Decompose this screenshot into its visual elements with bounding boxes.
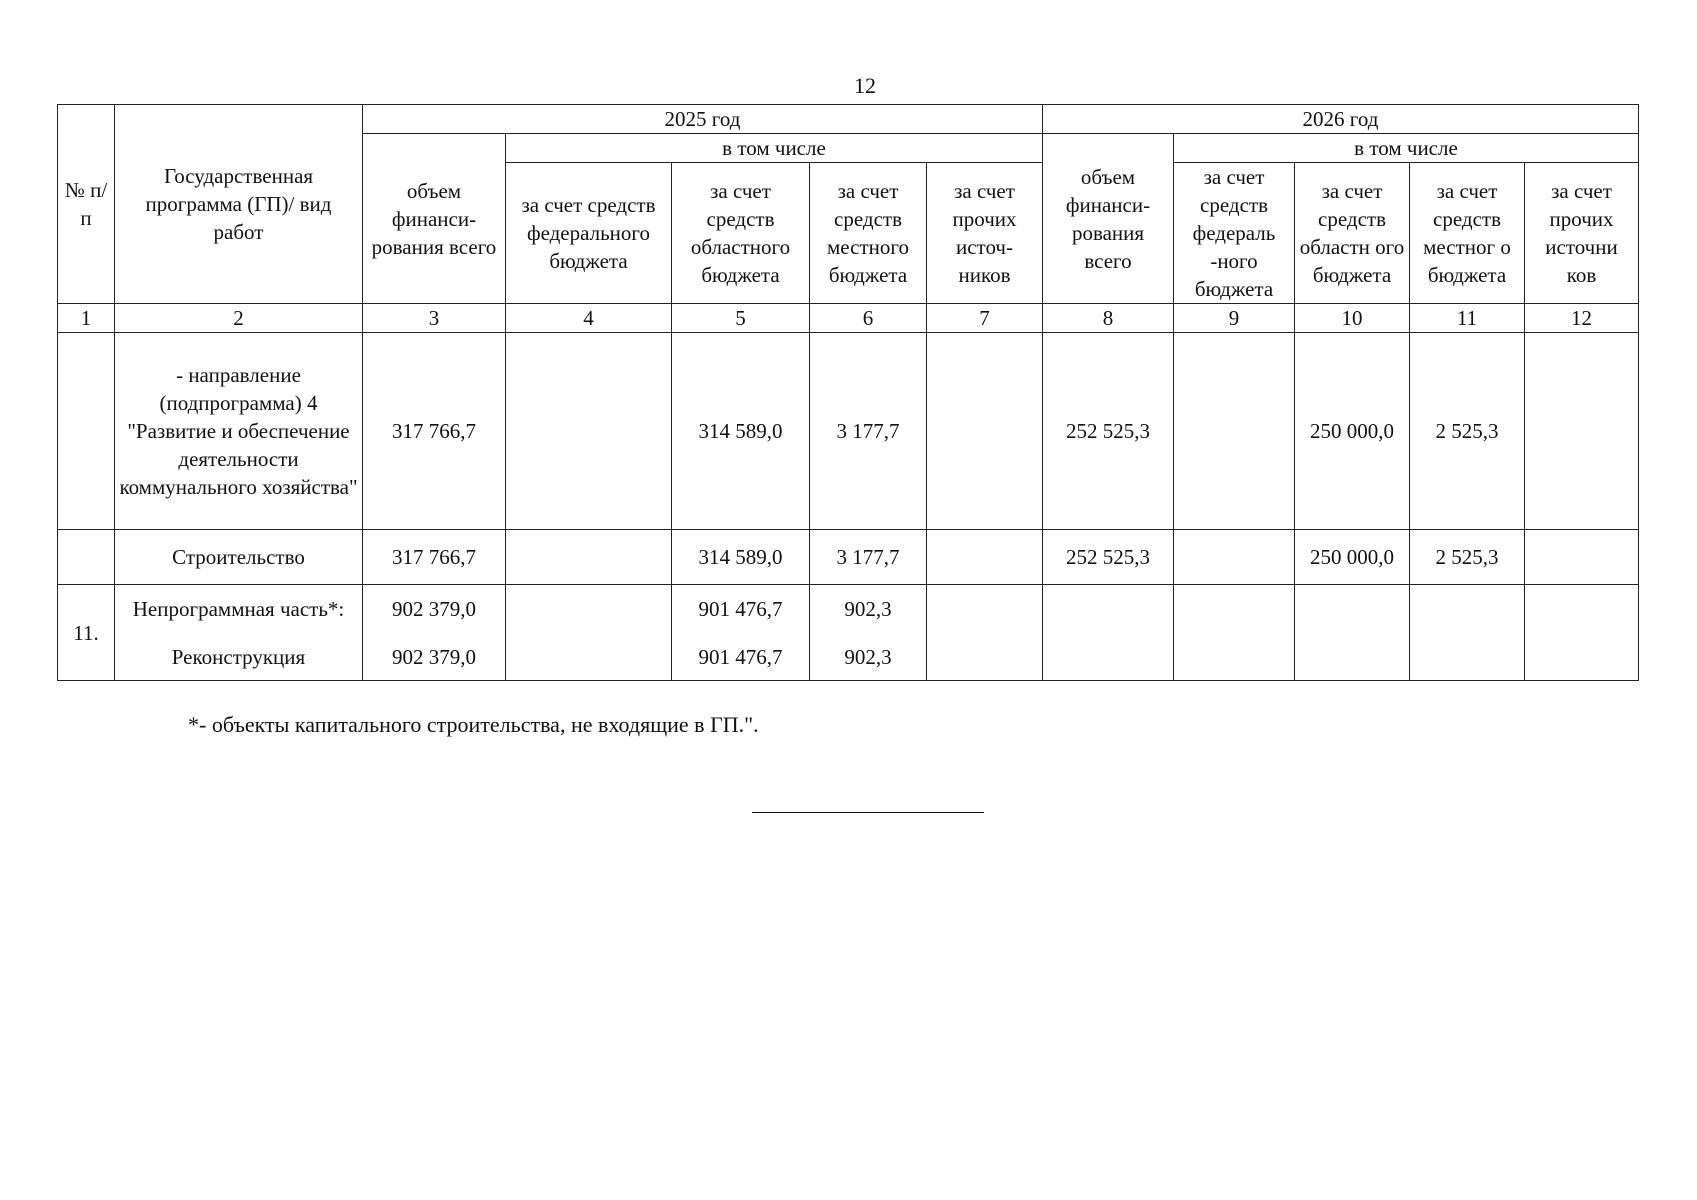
- row-name-cell: [115, 585, 363, 681]
- row-name: - направление (подпрограмма) 4 "Развитие и обеспечение деятельности коммунального хозяйства": [115, 333, 363, 530]
- cell-sub-value: 902,3: [844, 644, 892, 669]
- header-program: Государственная программа (ГП)/ вид работ: [115, 105, 363, 304]
- header-including-2025: в том числе: [506, 134, 1043, 163]
- table-row: [58, 333, 1639, 530]
- cell-regional-2025: [672, 585, 810, 681]
- column-number: 12: [1525, 304, 1639, 333]
- header-regional-2025: за счет средств областного бюджета: [672, 163, 810, 304]
- cell-total-2026: [1043, 585, 1174, 681]
- cell-other-2025: [927, 585, 1043, 681]
- footnote: *- объекты капитального строительства, не входящие в ГП.".: [188, 712, 759, 737]
- row-num: 11.: [58, 585, 115, 681]
- budget-table: [57, 104, 1639, 681]
- cell-local-2025: 3 177,7: [810, 530, 927, 585]
- header-federal-2026: за счет средств федераль -ного бюджета: [1174, 163, 1295, 304]
- header-local-2026: за счет средств местног о бюджета: [1410, 163, 1525, 304]
- column-number: 1: [58, 304, 115, 333]
- row-name: Строительство: [115, 530, 363, 585]
- cell-value: 902 379,0: [392, 596, 476, 621]
- header-local-2025: за счет средств местного бюджета: [810, 163, 927, 304]
- header-total-2025: объем финанси-рования всего: [363, 134, 506, 304]
- cell-regional-2025: 314 589,0: [672, 530, 810, 585]
- header-regional-2026: за счет средств областн ого бюджета: [1295, 163, 1410, 304]
- cell-federal-2026: [1174, 530, 1295, 585]
- cell-other-2025: [927, 530, 1043, 585]
- cell-value: 901 476,7: [698, 596, 783, 621]
- column-number: 4: [506, 304, 672, 333]
- row-sub-name: Реконструкция: [171, 644, 306, 669]
- cell-total-2025: [363, 585, 506, 681]
- cell-total-2026: 252 525,3: [1043, 530, 1174, 585]
- cell-sub-value: 901 476,7: [698, 644, 783, 669]
- cell-federal-2026: [1174, 585, 1295, 681]
- cell-federal-2025: [506, 530, 672, 585]
- end-divider: [752, 812, 984, 813]
- cell-local-2025: 3 177,7: [810, 333, 927, 530]
- column-number: 8: [1043, 304, 1174, 333]
- cell-regional-2026: 250 000,0: [1295, 530, 1410, 585]
- column-number: 9: [1174, 304, 1295, 333]
- cell-federal-2025: [506, 333, 672, 530]
- header-other-2026: за счет прочих источни ков: [1525, 163, 1639, 304]
- column-number: 7: [927, 304, 1043, 333]
- cell-federal-2025: [506, 585, 672, 681]
- cell-local-2026: [1410, 585, 1525, 681]
- column-number: 2: [115, 304, 363, 333]
- row-num: [58, 530, 115, 585]
- column-number: 5: [672, 304, 810, 333]
- cell-total-2026: 252 525,3: [1043, 333, 1174, 530]
- column-number: 11: [1410, 304, 1525, 333]
- header-num: № п/п: [58, 105, 115, 304]
- cell-regional-2025: 314 589,0: [672, 333, 810, 530]
- column-number: 10: [1295, 304, 1410, 333]
- cell-other-2025: [927, 333, 1043, 530]
- column-number: 3: [363, 304, 506, 333]
- cell-other-2026: [1525, 585, 1639, 681]
- table-row: [58, 530, 1639, 585]
- cell-local-2026: 2 525,3: [1410, 333, 1525, 530]
- cell-total-2025: 317 766,7: [363, 333, 506, 530]
- row-name: Непрограммная часть*:: [132, 596, 345, 621]
- row-num: [58, 333, 115, 530]
- cell-local-2026: 2 525,3: [1410, 530, 1525, 585]
- cell-other-2026: [1525, 530, 1639, 585]
- table-row: [58, 585, 1639, 681]
- page-number: 12: [854, 73, 876, 98]
- cell-local-2025: [810, 585, 927, 681]
- cell-regional-2026: [1295, 585, 1410, 681]
- cell-federal-2026: [1174, 333, 1295, 530]
- cell-other-2026: [1525, 333, 1639, 530]
- cell-regional-2026: 250 000,0: [1295, 333, 1410, 530]
- header-year-2025: 2025 год: [363, 105, 1043, 134]
- header-other-2025: за счет прочих источ-ников: [927, 163, 1043, 304]
- header-including-2026: в том числе: [1174, 134, 1639, 163]
- cell-total-2025: 317 766,7: [363, 530, 506, 585]
- header-year-2026: 2026 год: [1043, 105, 1639, 134]
- cell-sub-value: 902 379,0: [392, 644, 476, 669]
- header-total-2026: объем финанси-рования всего: [1043, 134, 1174, 304]
- header-federal-2025: за счет средств федерального бюджета: [506, 163, 672, 304]
- column-number: 6: [810, 304, 927, 333]
- cell-value: 902,3: [844, 596, 892, 621]
